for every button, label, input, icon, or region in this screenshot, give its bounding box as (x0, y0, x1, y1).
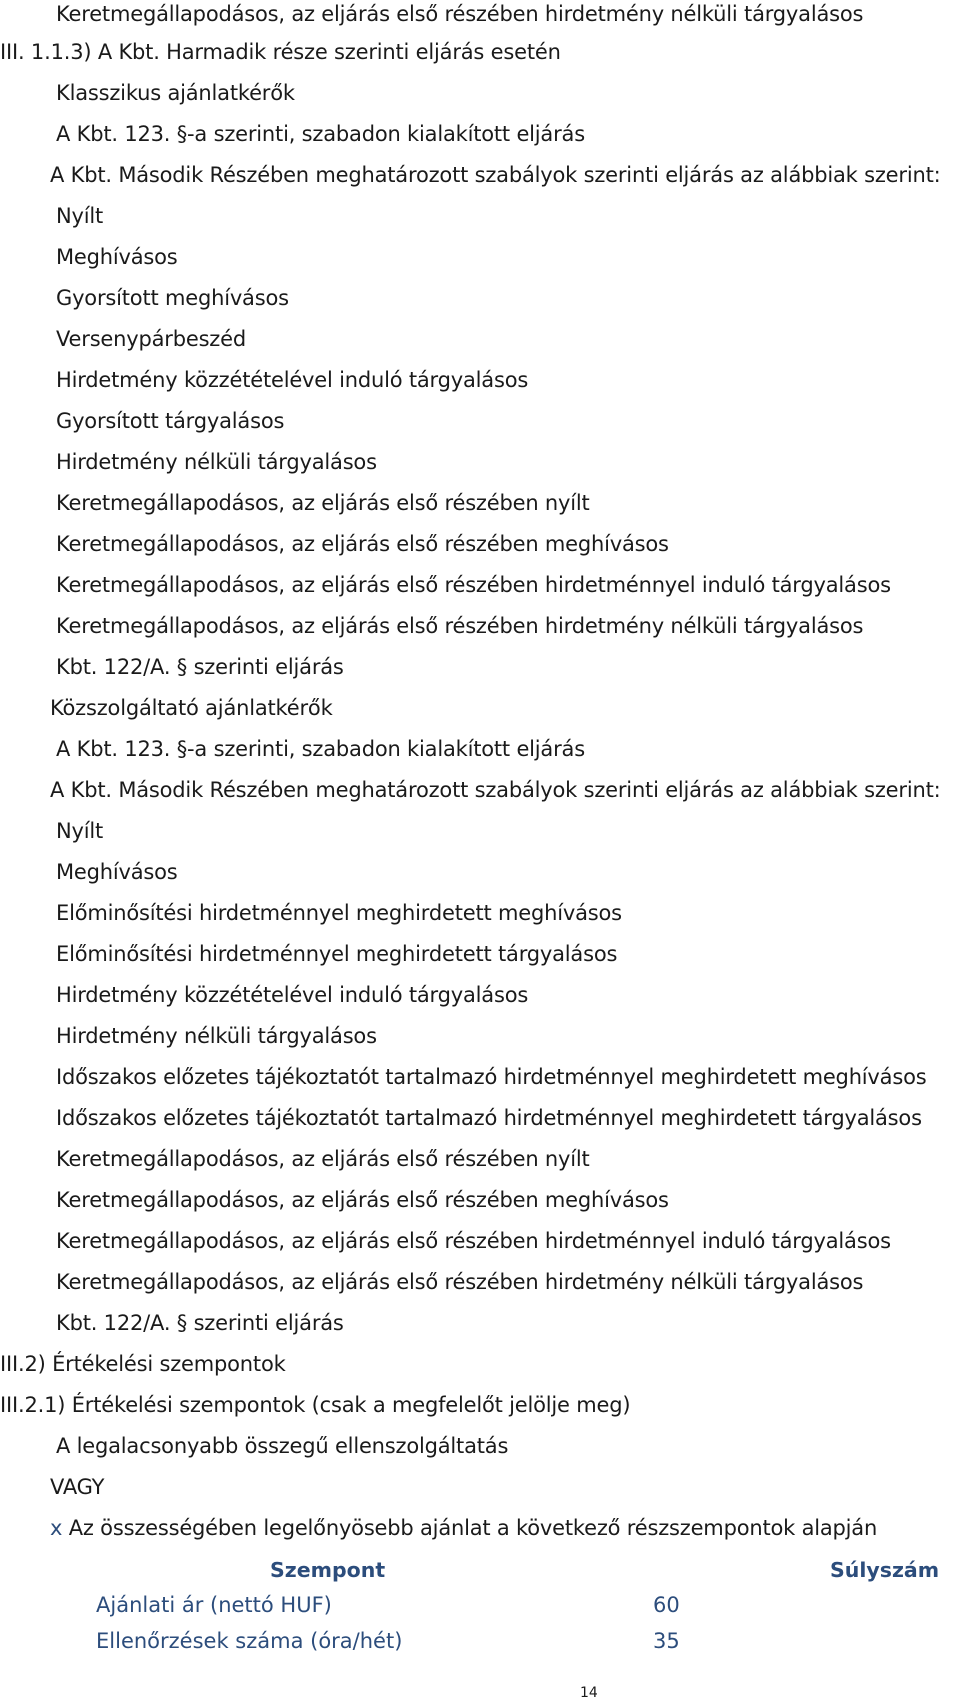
criterion-weight: 35 (653, 1629, 680, 1653)
criterion-weight: 60 (653, 1593, 680, 1617)
text-line: A Kbt. 123. §-a szerinti, szabadon kialakított eljárás (56, 737, 585, 761)
list-item: Hirdetmény nélküli tárgyalásos (56, 450, 377, 474)
subsection-heading: Közszolgáltató ajánlatkérők (50, 696, 333, 720)
text-line: A Kbt. 123. §-a szerinti, szabadon kialakított eljárás (56, 122, 585, 146)
section-heading: III. 1.1.3) A Kbt. Harmadik része szerinti eljárás esetén (0, 40, 561, 64)
list-item: Versenypárbeszéd (56, 327, 246, 351)
list-item: Hirdetmény közzétételével induló tárgyalásos (56, 368, 529, 392)
list-item: Kbt. 122/A. § szerinti eljárás (56, 1311, 344, 1335)
list-item: Keretmegállapodásos, az eljárás első részében meghívásos (56, 532, 669, 556)
list-item: Keretmegállapodásos, az eljárás első részében hirdetmény nélküli tárgyalásos (56, 614, 864, 638)
text-line: A Kbt. Második Részében meghatározott szabályok szerinti eljárás az alábbiak szerint: (50, 163, 941, 187)
option-text: A legalacsonyabb összegű ellenszolgáltatás (56, 1434, 509, 1458)
list-item: Időszakos előzetes tájékoztatót tartalmazó hirdetménnyel meghirdetett meghívásos (56, 1065, 927, 1089)
text-line: A Kbt. Második Részében meghatározott szabályok szerinti eljárás az alábbiak szerint: (50, 778, 941, 802)
section-heading: III.2) Értékelési szempontok (0, 1352, 286, 1376)
list-item: Meghívásos (56, 245, 178, 269)
list-item: Meghívásos (56, 860, 178, 884)
list-item: Előminősítési hirdetménnyel meghirdetett tárgyalásos (56, 942, 618, 966)
column-header-weight: Súlyszám (830, 1558, 940, 1582)
list-item: Időszakos előzetes tájékoztatót tartalmazó hirdetménnyel meghirdetett tárgyalásos (56, 1106, 922, 1130)
list-item: Keretmegállapodásos, az eljárás első részében hirdetménnyel induló tárgyalásos (56, 573, 891, 597)
page-number: 14 (580, 1685, 598, 1701)
criterion-name: Ellenőrzések száma (óra/hét) (96, 1629, 403, 1653)
list-item: Keretmegállapodásos, az eljárás első részében hirdetménnyel induló tárgyalásos (56, 1229, 891, 1253)
list-item: Gyorsított tárgyalásos (56, 409, 285, 433)
selected-option-text: Az összességében legelőnyösebb ajánlat a következő részszempontok alapján (68, 1516, 878, 1540)
selected-marker: x (50, 1516, 63, 1540)
list-item: Gyorsított meghívásos (56, 286, 289, 310)
text-line: Keretmegállapodásos, az eljárás első részében hirdetmény nélküli tárgyalásos (56, 2, 864, 26)
list-item: Nyílt (56, 819, 104, 843)
list-item: Hirdetmény nélküli tárgyalásos (56, 1024, 377, 1048)
list-item: Keretmegállapodásos, az eljárás első részében meghívásos (56, 1188, 669, 1212)
section-heading: III.2.1) Értékelési szempontok (csak a megfelelőt jelölje meg) (0, 1393, 631, 1417)
selected-option (50, 1514, 877, 1542)
list-item: Keretmegállapodásos, az eljárás első részében nyílt (56, 491, 590, 515)
or-separator: VAGY (50, 1475, 105, 1499)
list-item: Nyílt (56, 204, 104, 228)
list-item: Előminősítési hirdetménnyel meghirdetett meghívásos (56, 901, 622, 925)
list-item: Keretmegállapodásos, az eljárás első részében hirdetmény nélküli tárgyalásos (56, 1270, 864, 1294)
subsection-heading: Klasszikus ajánlatkérők (56, 81, 295, 105)
criterion-name: Ajánlati ár (nettó HUF) (96, 1593, 332, 1617)
list-item: Hirdetmény közzétételével induló tárgyalásos (56, 983, 529, 1007)
column-header-criterion: Szempont (270, 1558, 386, 1582)
list-item: Kbt. 122/A. § szerinti eljárás (56, 655, 344, 679)
list-item: Keretmegállapodásos, az eljárás első részében nyílt (56, 1147, 590, 1171)
